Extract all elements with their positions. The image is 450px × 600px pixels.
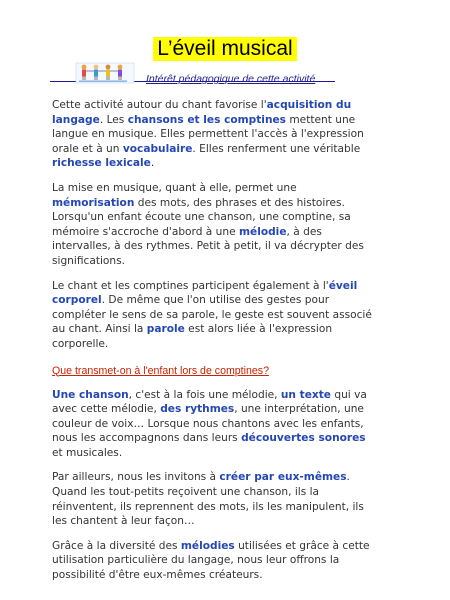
- keyword: créer par eux-mêmes: [219, 471, 347, 484]
- keyword: découvertes sonores: [241, 432, 366, 445]
- page-subtitle: Intérêt pédagogique de cette activité: [146, 73, 316, 85]
- keyword: des rythmes: [160, 403, 235, 416]
- section-question: Que transmet-on à l'enfant lors de comptines?: [52, 364, 269, 377]
- text: Cette activité autour du chant favorise l': [52, 99, 267, 111]
- keyword: acquisition du langage: [52, 99, 352, 126]
- text: , une interprétation, une couleur de voix… Lorsque nous chantons avec les enfants, nous les accompagnons dans leurs: [52, 403, 364, 445]
- keyword: vocabulaire: [122, 142, 193, 155]
- keyword: parole: [146, 323, 185, 336]
- keyword: mélodie: [238, 225, 287, 238]
- paragraph-eveil-corporel: [52, 279, 377, 352]
- text: . Les: [99, 113, 128, 126]
- text: , à des intervalles, à des rythmes. Petit à petit, il va décrypter des significations.: [52, 225, 364, 267]
- text: La mise en musique, quant à elle, permet une: [52, 181, 297, 194]
- keyword: chansons et les comptines: [127, 113, 286, 126]
- document-body: [52, 98, 377, 593]
- text: qui va avec cette mélodie,: [52, 388, 367, 416]
- text: Par ailleurs, nous les invitons à: [52, 471, 220, 484]
- text: , c'est à la fois une mélodie,: [128, 388, 281, 401]
- text: est alors liée à l'expression corporelle.: [52, 323, 333, 350]
- text: . Quand les tout-petits reçoivent une chanson, ils la réinventent, ils reprennent des mots, ils les manipulent, ils les chantent à leur façon…: [52, 471, 364, 528]
- text: . De même que l'on utilise des gestes pour compléter le sens de sa parole, le geste est souvent associé au chant. Ainsi la: [52, 294, 372, 336]
- children-holding-hands-icon: [75, 62, 135, 84]
- text: Le chant et les comptines participent également à l': [52, 279, 329, 292]
- text: utilisées et grâce à cette utilisation particulière du langage, nous leur offrons la possibilité d'être eux-mêmes créateurs.: [52, 539, 370, 582]
- paragraph-melodies: [52, 539, 377, 583]
- paragraph-chanson: [52, 388, 377, 461]
- header-row: [50, 62, 410, 88]
- paragraph-memorisation: [52, 181, 377, 269]
- keyword: mélodies: [180, 539, 235, 552]
- text: .: [150, 157, 155, 170]
- paragraph-langage: [52, 98, 377, 171]
- text: et musicales.: [52, 446, 123, 459]
- page-title: L’éveil musical: [153, 37, 296, 61]
- paragraph-creer: [52, 470, 377, 528]
- keyword: richesse lexicale: [52, 157, 151, 170]
- keyword: éveil corporel: [52, 279, 358, 307]
- text: mettent une langue en musique. Elles permettent l'accès à l'expression orale et à un: [52, 113, 364, 155]
- text: Grâce à la diversité des: [52, 539, 181, 552]
- keyword: mémorisation: [52, 196, 135, 209]
- keyword: un texte: [280, 388, 331, 401]
- title-container: [0, 37, 450, 61]
- keyword: Une chanson: [52, 388, 129, 401]
- text: des mots, des phrases et des histoires. Lorsqu'un enfant écoute une chanson, une comptine, sa mémoire s'accroche d'abord à une: [52, 196, 351, 238]
- text: . Elles renferment une véritable: [192, 142, 361, 155]
